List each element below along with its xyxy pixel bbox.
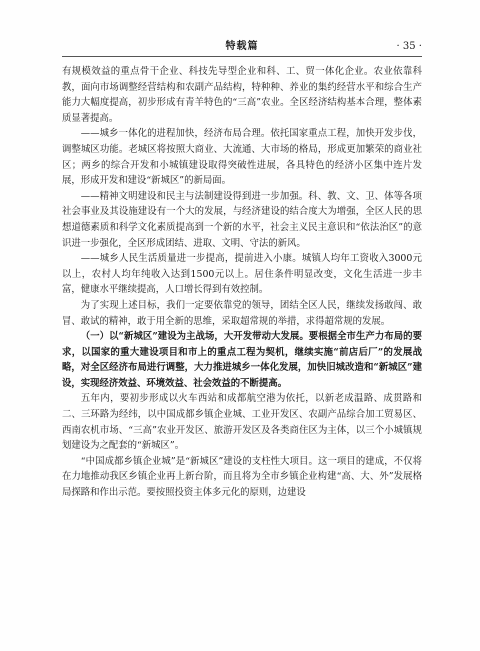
paragraph-3: ——精神文明建设和民主与法制建设得到进一步加强。科、教、文、卫、体等各项社会事业及其设施建设有一个大的发展，与经济建设的结合度大为增强，全区人民的思想道德素质和科学文化素质提高到一个新的水平，社会主义民主意识和“依法治区”的意识进一步强化，全区形成团结、进取、文明、守法的新风。 bbox=[62, 190, 422, 249]
body-text bbox=[62, 64, 422, 501]
paragraph-5: 为了实现上述目标，我们一定要依靠党的领导，团结全区人民，继续发扬敢闯、敢冒、敢试的精神，敢于用全新的思维，采取超常规的举措，求得超常规的发展。 bbox=[62, 299, 422, 327]
paragraph-8: “中国成都乡镇企业城”是“新城区”建设的支柱性大项目。这一项目的建成，不仅将在力地推动我区乡镇企业再上新台阶，而且将为全市乡镇企业构建“高、大、外”发展格局探路和作出示范。要按照投资主体多元化的原则，边建设 bbox=[62, 455, 422, 499]
paragraph-6: （一）以“新城区”建设为主战场，大开发带动大发展。要根据全市生产力布局的要求，以国家的重大建设项目和市上的重点工程为契机，继续实施“前店后厂”的发展战略，对全区经济布局进行调整，大力推进城乡一体化发展，加快旧城改造和“新城区”建设，实现经济效益、环境效益、社会效益的不断提高。 bbox=[62, 331, 422, 389]
paragraph-7: 五年内，要初步形成以火车西站和成都航空港为依托，以新老成温路、成贯路和二、三环路为经纬，以中国成都乡镇企业城、工业开发区、农副产品综合加工贸易区、西南农机市场、“三高”农业开发区、旅游开发区及各类商住区为主体，以三个小城镇规划建设为之配套的“新城区”。 bbox=[62, 393, 422, 452]
paragraph-1: 有规模效益的重点骨干企业、科技先导型企业和科、工、贸一体化企业。农业依靠科教，面向市场调整经营结构和农副产品结构，特种种、养业的集约经营水平和综合生产能力大幅度提高，初步形成有青羊特色的“三高”农业。全区经济结构基本合理，整体素质显著提高。 bbox=[62, 66, 422, 124]
paragraph-4: ——城乡人民生活质量进一步提高，提前进入小康。城镇人均年工资收入3000元以上，农村人均年纯收入达到1500元以上。居住条件明显改变，文化生活进一步丰富，健康水平继续提高，人口增长得到有效控制。 bbox=[62, 253, 422, 296]
paragraph-2: ——城乡一体化的进程加快，经济布局合理。依托国家重点工程，加快开发步伐，调整城区功能。老城区将按照大商业、大流通、大市场的格局，形成更加繁荣的商业社区；两乡的综合开发和小城镇建设取得突破性进展，各具特色的经济小区集中连片发展，形成开发和建设“新城区”的新局面。 bbox=[62, 128, 422, 187]
page-number: · 35 · bbox=[396, 41, 422, 52]
section-title: 特载篇 bbox=[225, 41, 259, 52]
running-header bbox=[62, 40, 422, 57]
